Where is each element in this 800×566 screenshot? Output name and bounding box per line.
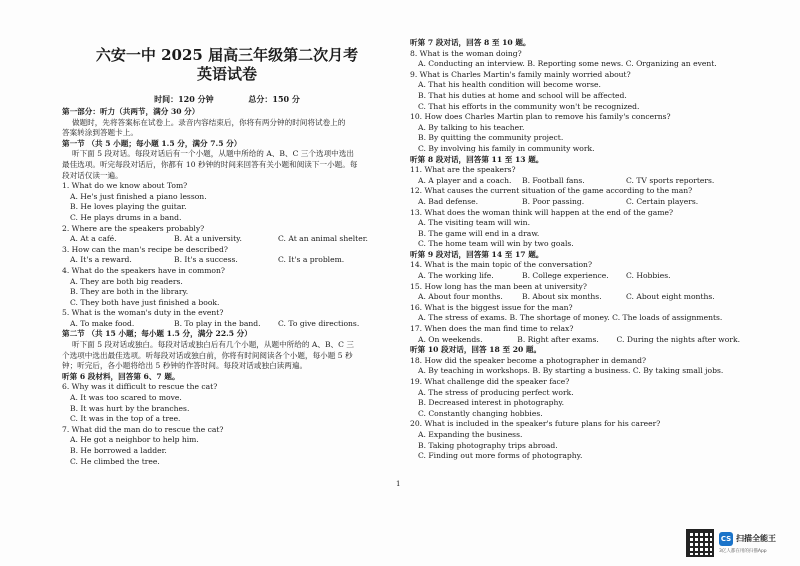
option: A. The visiting team will win. [418,218,530,228]
option: A. By talking to his teacher. [418,122,525,132]
option: B. To play in the band. [174,318,261,328]
option: B. They are both in the library. [70,287,189,297]
question-7: 7. What did the man do to rescue the cat? [62,424,224,434]
dialogue-9-heading: 听第 9 段对话，回答第 14 至 17 题。 [410,249,544,259]
option: B. Taking photography trips abroad. [418,440,558,450]
option: B. At a university. [174,234,242,244]
options-row [62,234,392,245]
dialogue-6-heading: 听第 6 段材料，回答第 6、7 题。 [62,371,180,381]
options-row [62,255,392,266]
qr-code-icon [686,529,714,557]
question-2: 2. Where are the speakers probably? [62,223,205,233]
part1-heading: 第一部分：听力（共两节，满分 30 分） [62,107,200,116]
option: A. That his health condition will become worse. [418,80,601,90]
question-13: 13. What does the woman think will happen at the end of the game? [410,207,674,217]
option: A. The stress of producing perfect work. [418,387,574,397]
camscanner-logo-icon: CS [719,532,733,546]
time-limit: 时间：120 分钟 [154,94,214,104]
option: B. The game will end in a draw. [418,228,540,238]
option: C. About eight months. [626,292,715,302]
scanner-watermark [686,529,796,559]
section1-intro-line: 段对话仅读一遍。 [62,170,123,180]
option: B. He borrowed a ladder. [70,446,167,455]
question-11: 11. What are the speakers? [410,165,516,175]
section2-intro-line: 个选项中选出最佳选项。听每段对话或独白前，你将有时间阅读各个小题，每小题 5 秒 [62,350,353,360]
option: B. Right after exams. [517,334,599,344]
option: B. He loves playing the guitar. [70,202,187,212]
option: A. To make food. [70,318,135,328]
option: B. About six months. [522,292,602,302]
part1-intro-line: 答案转涂到答题卡上。 [62,128,138,138]
option: B. Poor passing. [522,196,585,206]
options-row [62,319,392,330]
question-18: 18. How did the speaker become a photographer in demand? [410,355,647,365]
option: A. On weekends. [418,334,483,344]
section1-intro-line: 最佳选项。听完每段对话后，你都有 10 秒钟的时间来回答有关小题和阅读下一小题。每 [62,159,358,169]
option: C. He plays drums in a band. [70,212,182,222]
question-10: 10. How does Charles Martin plan to remove his family's concerns? [410,112,671,122]
options-row [410,176,740,187]
question-17: 17. When does the man find time to relax? [410,324,574,334]
option: A. At a café. [70,234,117,244]
option: A. A player and a coach. [418,175,512,185]
option: A. It's a reward. [70,255,132,265]
question-4: 4. What do the speakers have in common? [62,265,225,275]
option: C. It's a problem. [278,255,345,265]
options-row [410,271,740,282]
option: B. That his duties at home and school will be affected. [418,90,627,100]
section1-intro-line: 听下面 5 段对话。每段对话后有一个小题，从题中所给的 A、B、C 三个选项中选出 [72,149,354,159]
option: C. Finding out more forms of photography. [418,451,583,461]
option: A. It was too scared to move. [70,393,182,403]
option: C. TV sports reporters. [626,175,715,185]
options-row: A. The stress of exams. B. The shortage of money. C. The loads of assignments. [418,313,723,323]
option: C. It was in the top of a tree. [70,414,181,424]
exam-meta [62,94,392,105]
question-1: 1. What do we know about Tom? [62,181,188,191]
question-5: 5. What is the woman's duty in the event? [62,308,224,318]
dialogue-8-heading: 听第 8 段对话，回答第 11 至 13 题。 [410,154,544,164]
option: B. College experience. [522,271,609,281]
options-row [410,335,740,346]
exam-title: 六安一中 2025 届高三年级第二次月考 [95,46,359,64]
options-row [410,197,740,208]
dialogue-7-heading: 听第 7 段对话，回答 8 至 10 题。 [410,38,531,47]
total-score: 总分：150 分 [248,94,300,104]
left-column [62,38,392,467]
dialogue-10-heading: 听第 10 段对话，回答 18 至 20 题。 [410,345,542,355]
option: C. During the nights after work. [616,334,740,344]
option: C. Certain players. [626,196,699,206]
question-14: 14. What is the main topic of the conversation? [410,260,593,270]
option: B. It was hurt by the branches. [70,403,190,413]
option: C. That his efforts in the community won't be recognized. [418,101,640,111]
section1-heading: 第一节 （共 5 小题；每小题 1.5 分，满分 7.5 分） [62,138,242,148]
part1-intro-line: 做题时，先将答案标在试卷上。录音内容结束后，你将有两分钟的时间将试卷上的 [72,117,346,127]
option: C. By involving his family in community work. [418,143,595,153]
option: B. Football fans. [522,175,585,185]
option: B. It's a success. [174,255,238,265]
option: A. He's just finished a piano lesson. [70,191,207,201]
options-row: A. By teaching in workshops. B. By starting a business. C. By taking small jobs. [418,366,724,376]
option: A. Bad defense. [418,196,479,206]
option: C. They both have just finished a book. [70,297,220,307]
option: A. The working life. [418,271,494,281]
section2-heading: 第二节 （共 15 小题；每小题 1.5 分，满分 22.5 分） [62,329,252,339]
option: B. By quitting the community project. [418,133,564,143]
option: A. He got a neighbor to help him. [70,435,199,445]
option: A. About four months. [418,292,503,302]
question-19: 19. What challenge did the speaker face? [410,377,570,386]
question-20: 20. What is included in the speaker's future plans for his career? [410,419,661,429]
page-number: 1 [396,480,401,488]
options-row [410,292,740,303]
section2-intro-line: 钟；听完后，各小题将给出 5 秒钟的作答时间。每段对话或独白读两遍。 [62,361,308,371]
option: A. They are both big readers. [70,276,183,286]
question-8: 8. What is the woman doing? [410,48,522,58]
question-15: 15. How long has the man been at university? [410,281,587,291]
option: C. Constantly changing hobbies. [418,408,543,418]
question-6: 6. Why was it difficult to rescue the cat? [62,382,218,392]
option: C. He climbed the tree. [70,456,160,466]
option: A. Expanding the business. [418,429,523,439]
section2-intro-line: 听下面 5 段对话或独白。每段对话或独白后有几个小题，从题中所给的 A、B、C 三 [72,340,354,350]
question-12: 12. What causes the current situation of the game according to the man? [410,186,693,196]
scanner-tagline: 3亿人都在用的扫描App [719,549,767,554]
question-16: 16. What is the biggest issue for the man? [410,302,573,312]
exam-subtitle: 英语试卷 [196,65,257,83]
option: C. At an animal shelter. [278,234,368,244]
scanner-app-name: 扫描全能王 [736,534,776,543]
option: C. To give directions. [278,318,360,328]
question-3: 3. How can the man's recipe be described? [62,244,228,254]
right-column [410,38,740,462]
option: C. The home team will win by two goals. [418,239,574,249]
question-9: 9. What is Charles Martin's family mainly worried about? [410,69,631,79]
option: B. Decreased interest in photography. [418,398,565,408]
option: C. Hobbies. [626,271,671,281]
options-row: A. Conducting an interview. B. Reporting some news. C. Organizing an event. [418,59,717,69]
